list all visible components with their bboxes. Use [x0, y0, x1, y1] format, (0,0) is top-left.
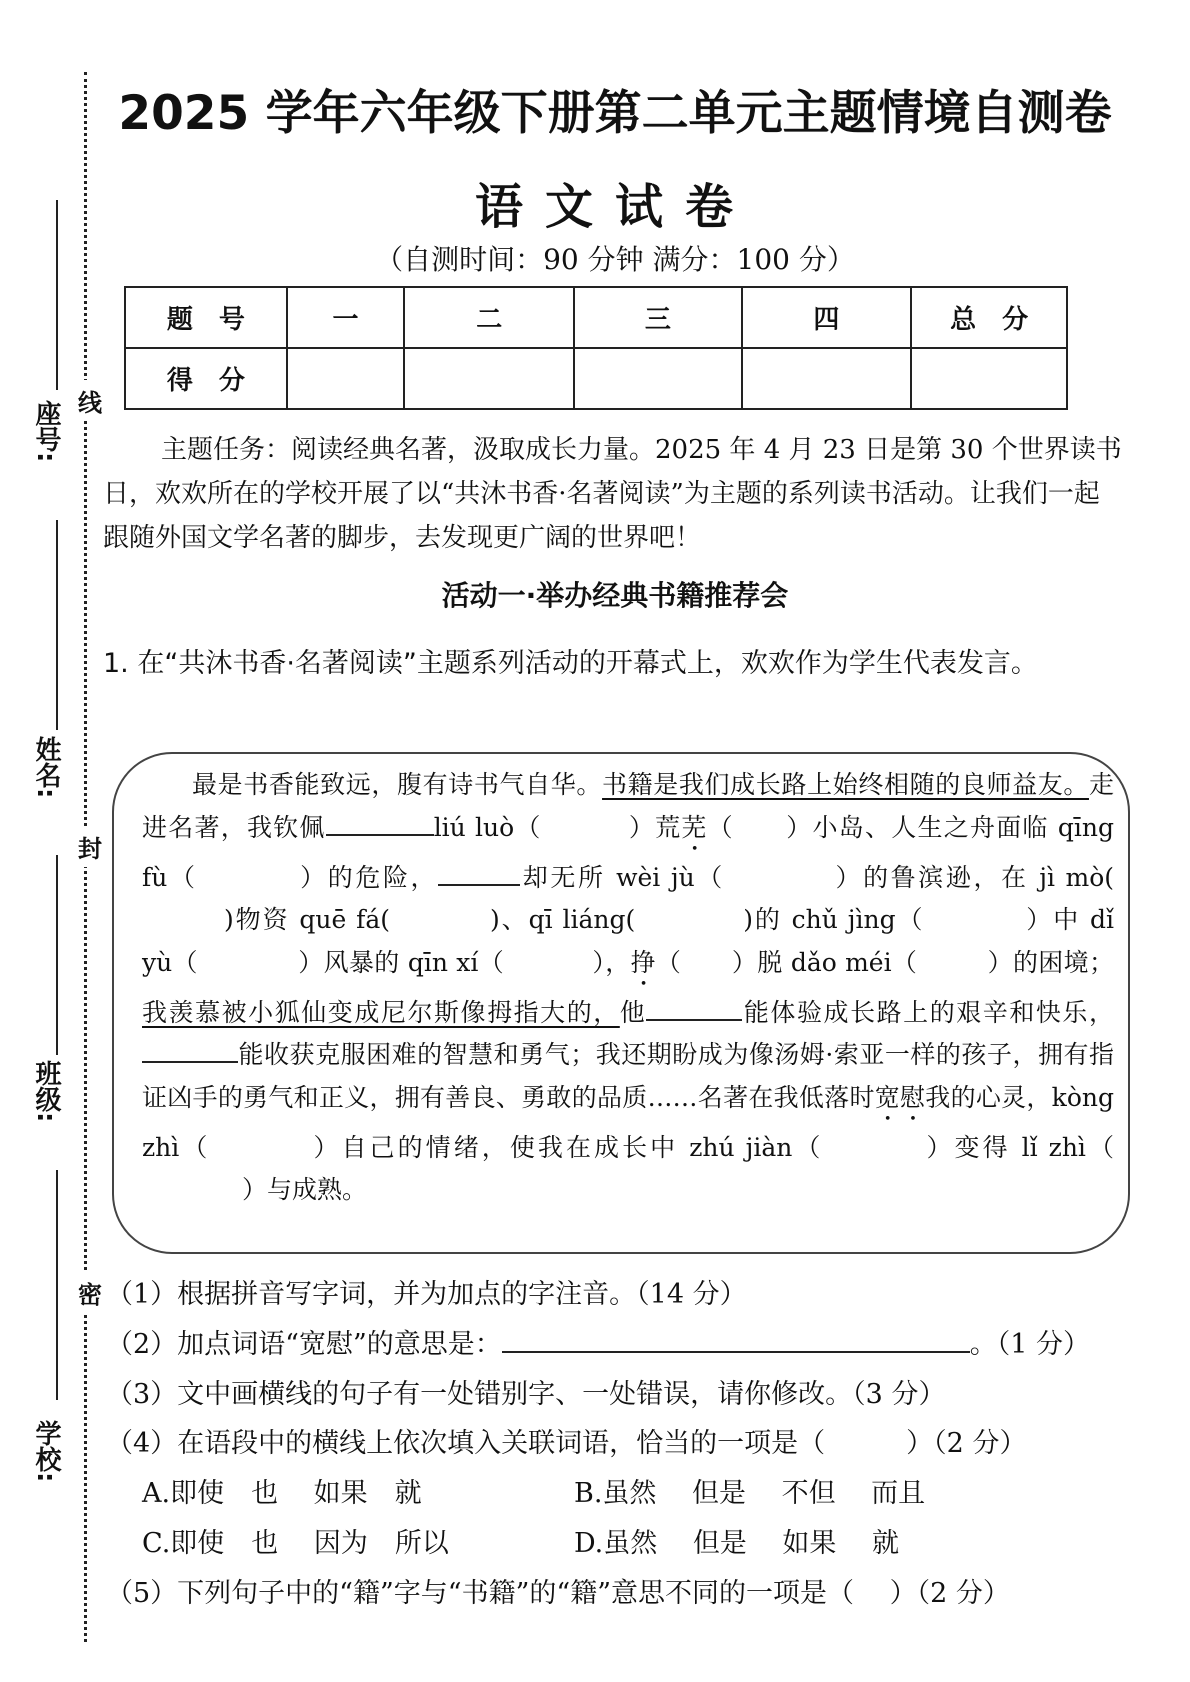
school-field-line: [56, 1170, 58, 1400]
class-field-line: [56, 855, 58, 1055]
score-cell[interactable]: [287, 348, 405, 409]
score-table: [124, 286, 1068, 410]
seat-field-line: [56, 200, 58, 390]
answer-line-kuanwei[interactable]: [502, 1327, 970, 1353]
question-1-1: （1）根据拼音写字词，并为加点的字注音。（14 分）: [106, 1279, 747, 1310]
score-header-cell: 题 号: [125, 287, 287, 348]
dotted-char: 芜: [681, 812, 708, 842]
fill-blank[interactable]: [438, 860, 520, 886]
fill-blank[interactable]: [326, 810, 434, 836]
question-1-4: （4）在语段中的横线上依次填入关联词语，恰当的一项是（ ）（2 分）: [106, 1428, 1027, 1459]
score-header-cell: 总 分: [911, 287, 1067, 348]
score-cell[interactable]: [911, 348, 1067, 409]
question-1-3: （3）文中画横线的句子有一处错别字、一处错误，请你修改。（3 分）: [106, 1379, 946, 1410]
theme-task-intro: 主题任务：阅读经典名著，汲取成长力量。2025 年 4 月 23 日是第 30 个世界读书日，欢欢所在的学校开展了以“共沐书香·名著阅读”为主题的系列读书活动。让我们一起跟随外国文学名著的脚步，去发现更广阔的世界吧！: [103, 435, 1122, 553]
score-header-cell: 三: [574, 287, 742, 348]
exam-time-info: （自测时间：90 分钟 满分：100 分）: [375, 243, 855, 276]
fill-blank[interactable]: [646, 995, 742, 1021]
page-title: 2025 学年六年级下册第二单元主题情境自测卷: [118, 86, 1112, 141]
question-1-2: （2）加点词语“宽慰”的意思是： 。（1 分）: [106, 1329, 1091, 1360]
activity-one-title: 活动一·举办经典书籍推荐会: [441, 579, 789, 612]
seal-mark-secret: 密: [78, 1272, 102, 1313]
question-1-stem: 1. 在“共沐书香·名著阅读”主题系列活动的开幕式上，欢欢作为学生代表发言。: [103, 648, 1038, 679]
score-cell[interactable]: [742, 348, 912, 409]
score-header-cell: 四: [742, 287, 912, 348]
score-row-label: 得 分: [125, 348, 287, 409]
speech-passage: 最是书香能致远，腹有诗书气自华。书籍是我们成长路上始终相随的良师益友。走进名著，我钦佩 liú luò（ ）荒芜（ ）小岛、人生之舟面临 qīng fù（ ）的危险， 却无所 wèi jù（ ）的鲁滨逊，在 jì mò()物资 quē fá( )、qī liáng( )的 chǔ jìng（ ）中 dǐ yù（ ）风暴的 qīn xí（ ），挣（ ）脱 dǎo méi（ ）的困境；我羡慕被小狐仙变成尼尔斯像拇指大的，他 能体验成长路上的艰辛和快乐，能收获克服困难的智慧和勇气；我还期盼成为像汤姆·索亚一样的孩子，拥有指证凶手的勇气和正义，拥有善良、勇敢的品质……名著在我低落时宽慰我的心灵，kòng zhì（ ）自己的情绪，使我在成长中 zhú jiàn（ ）变得 lǐ zhì（）与成熟。: [142, 770, 1139, 1204]
dotted-word-kuanwei: 宽慰: [874, 1082, 926, 1112]
class-label: 班级:: [31, 1060, 61, 1123]
score-cell[interactable]: [404, 348, 574, 409]
underlined-sentence: 我羡慕被小狐仙变成尼尔斯像拇指大的，: [142, 997, 620, 1027]
seal-mark-seal: 封: [78, 826, 102, 867]
school-label: 学校:: [31, 1420, 61, 1483]
score-cell[interactable]: [574, 348, 742, 409]
score-table-score-row: [125, 348, 1067, 409]
option-d[interactable]: D.虽然 但是 如果 就: [574, 1528, 900, 1559]
score-header-cell: 一: [287, 287, 405, 348]
option-c[interactable]: C.即使 也 因为 所以: [142, 1528, 449, 1559]
option-b[interactable]: B.虽然 但是 不但 而且: [574, 1478, 926, 1509]
score-header-cell: 二: [404, 287, 574, 348]
name-field-line: [56, 520, 58, 730]
page-subtitle: 语文试卷: [474, 179, 755, 235]
score-table-header-row: [125, 287, 1067, 348]
name-label: 姓名:: [31, 736, 61, 799]
dotted-char: 挣: [630, 947, 656, 977]
seal-mark-line: 线: [78, 380, 102, 421]
fill-blank[interactable]: [142, 1037, 238, 1063]
option-a[interactable]: A.即使 也 如果 就: [142, 1478, 422, 1509]
seat-label: 座号:: [31, 400, 61, 463]
question-1-5: （5）下列句子中的“籍”字与“书籍”的“籍”意思不同的一项是（ ）（2 分）: [106, 1578, 1010, 1609]
underlined-sentence: 书籍是我们成长路上始终相随的良师益友。: [602, 770, 1089, 799]
